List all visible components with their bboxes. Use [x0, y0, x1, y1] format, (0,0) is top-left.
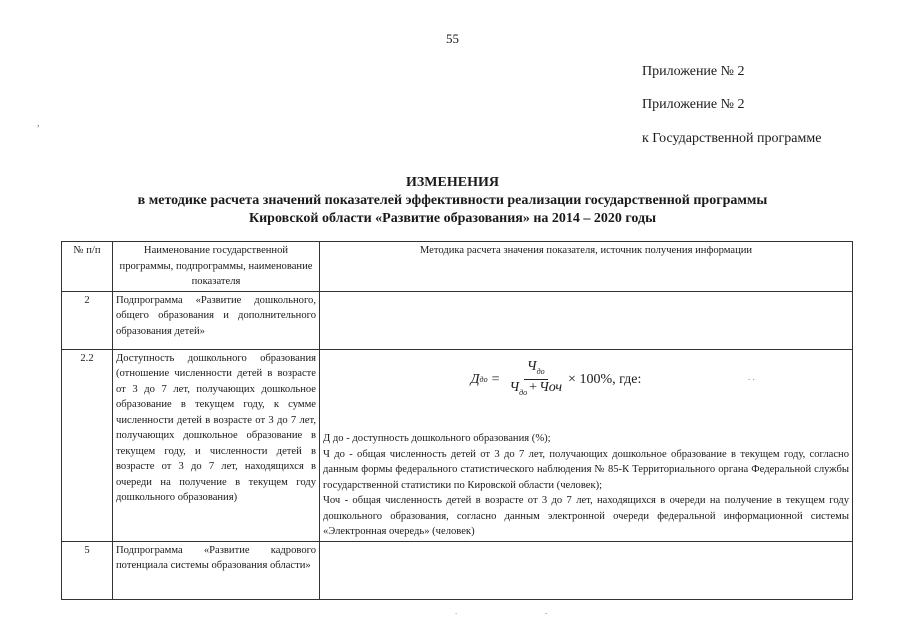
doc-heading: ИЗМЕНЕНИЯ: [406, 175, 499, 190]
doc-subheading-line-1: в методике расчета значений показателей эффективности реализации государственной программы: [137, 193, 768, 208]
definition-3: Чоч - общая численность детей в возрасте от 3 до 7 лет, находящихся в очереди на получение в текущем году дошкольного образования, согласно данным электронной очереди федеральной информационной системы «Электронная очередь» (человек): [323, 495, 849, 538]
header-num: № п/п: [62, 242, 113, 292]
scan-mark: ,: [37, 118, 40, 129]
row-name: Доступность дошкольного образования (отношение численности детей в возрасте от 3 до 7 лет, получающих дошкольное образование в текущем году, к сумме численности детей в возрасте от 3 до 7 лет, получающих дошкольное образование в текущем году, и численности детей в возрасте от 3 до 7 лет, находящихся в очереди на получение в текущем году дошкольного образования): [113, 349, 320, 541]
header-method: Методика расчета значения показателя, источник получения информации: [320, 242, 853, 292]
row-method: [320, 349, 853, 541]
table-row: [62, 349, 853, 541]
table-row: [62, 541, 853, 599]
definition-1: Д до - доступность дошкольного образования (%);: [323, 433, 551, 445]
table-row: [62, 291, 853, 349]
row-name: Подпрограмма «Развитие дошкольного, общего образования и дополнительного образования детей»: [113, 291, 320, 349]
header-name: Наименование государственной программы, подпрограммы, наименование показателя: [113, 242, 320, 292]
scan-noise: .: [455, 606, 458, 616]
row-num: 2: [62, 291, 113, 349]
row-num: 2.2: [62, 349, 113, 541]
scan-noise: .: [545, 606, 548, 616]
doc-subheading-line-2: Кировской области «Развитие образования» на 2014 – 2020 годы: [248, 211, 657, 226]
availability-formula: Д до = $\frac{Ч_{до}}{Ч_{до} + Чоч}$ × 100%, где:: [263, 359, 849, 402]
row-num: 5: [62, 541, 113, 599]
appendix-line-3: к Государственной программе: [642, 131, 822, 146]
scan-noise: . .: [748, 372, 755, 382]
appendix-line-2: Приложение № 2: [642, 97, 745, 112]
row-name: Подпрограмма «Развитие кадрового потенциала системы образования области»: [113, 541, 320, 599]
row-method: [320, 291, 853, 349]
page-number: 55: [446, 31, 459, 46]
table-header-row: [62, 242, 853, 292]
formula-fraction: $\frac{Ч_{до}}{Ч_{до} + Чоч}$: [509, 358, 563, 398]
definition-2: Ч до - общая численность детей от 3 до 7 лет, получающих дошкольное образование в текущем году, согласно данным формы федерального статистического наблюдения № 85-К Территориального органа Федеральной службы государственной статистики по Кировской области (человек);: [323, 448, 849, 491]
appendix-line-1: Приложение № 2: [642, 64, 745, 79]
row-method: [320, 541, 853, 599]
changes-table: [61, 241, 853, 600]
